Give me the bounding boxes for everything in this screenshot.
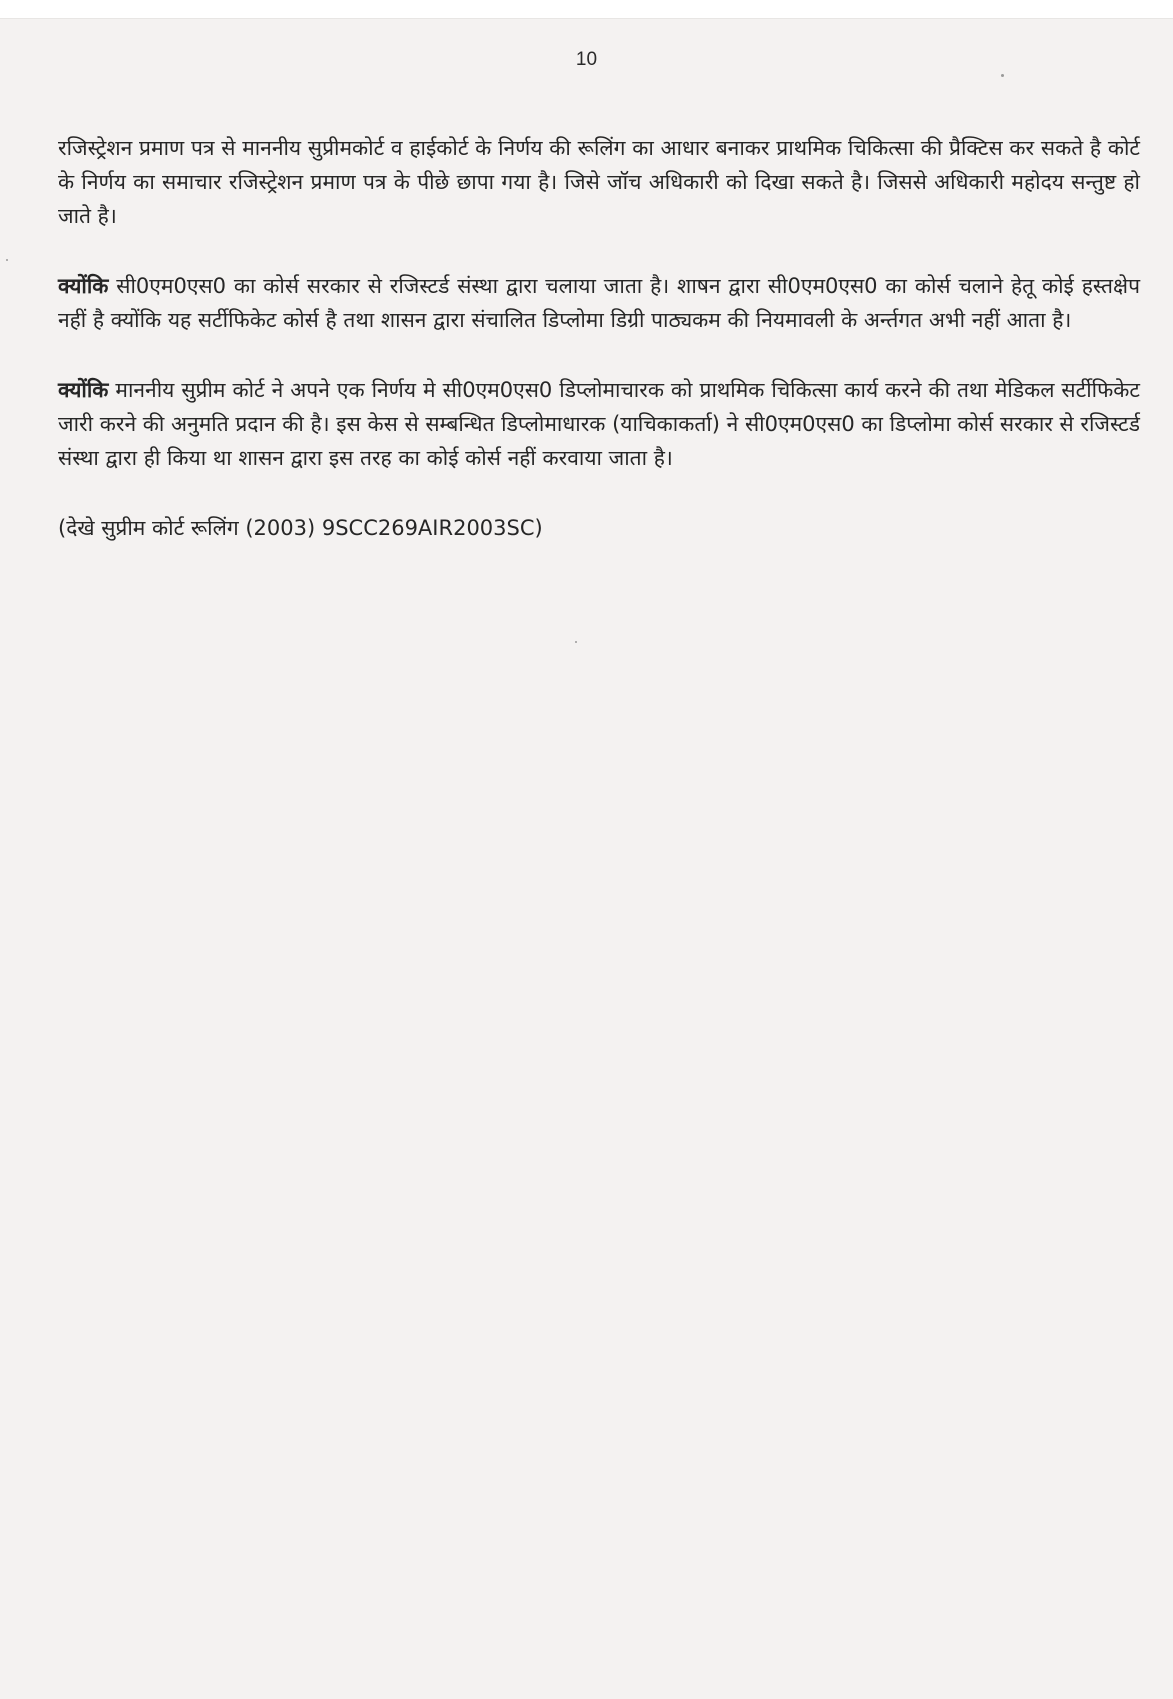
paragraph-2-text: सी0एम0एस0 का कोर्स सरकार से रजिस्टर्ड संस्था द्वारा चलाया जाता है। शाषन द्वारा सी0एम0एस0 का कोर्स चलाने हेतू कोई हस्तक्षेप नहीं है क्योंकि यह सर्टीफिकेट कोर्स है तथा शासन द्वारा संचालित डिप्लोमा डिग्री पाठ्यकम की नियमावली के अर्न्तगत अभी नहीं आता है। (58, 274, 1140, 332)
paragraph-2 (58, 269, 1140, 337)
scan-speck (1001, 74, 1004, 77)
citation: (देखे सुप्रीम कोर्ट रूलिंग (2003) 9SCC269AIR2003SC) (58, 516, 543, 540)
scan-speck (6, 259, 8, 261)
paragraph-3-text: माननीय सुप्रीम कोर्ट ने अपने एक निर्णय मे सी0एम0एस0 डिप्लोमाचारक को प्राथमिक चिकित्सा कार्य करने की तथा मेडिकल सर्टीफिकेट जारी करने की अनुमति प्रदान की है। इस केस से सम्बन्धित डिप्लोमाधारक (याचिकाकर्ता) ने सी0एम0एस0 का डिप्लोमा कोर्स सरकार से रजिस्टर्ड संस्था द्वारा ही किया था शासन द्वारा इस तरह का कोई कोर्स नहीं करवाया जाता है। (58, 378, 1140, 470)
paragraph-1-text: रजिस्ट्रेशन प्रमाण पत्र से माननीय सुप्रीमकोर्ट व हाईकोर्ट के निर्णय की रूलिंग का आधार बनाकर प्राथमिक चिकित्सा की प्रैक्टिस कर सकते है कोर्ट के निर्णय का समाचार रजिस्ट्रेशन प्रमाण पत्र के पीछे छापा गया है। जिसे जॉच अधिकारी को दिखा सकते है। जिससे अधिकारी महोदय सन्तुष्ट हो जाते है। (58, 136, 1140, 228)
scan-speck (575, 641, 577, 643)
document-page (0, 18, 1173, 1699)
paragraph-2-lead: क्योंकि (58, 274, 109, 298)
paragraph-3-lead: क्योंकि (58, 378, 109, 402)
paragraph-1 (58, 131, 1140, 233)
document-body (58, 131, 1140, 545)
page-number: 10 (575, 49, 598, 70)
paragraph-3 (58, 373, 1140, 475)
